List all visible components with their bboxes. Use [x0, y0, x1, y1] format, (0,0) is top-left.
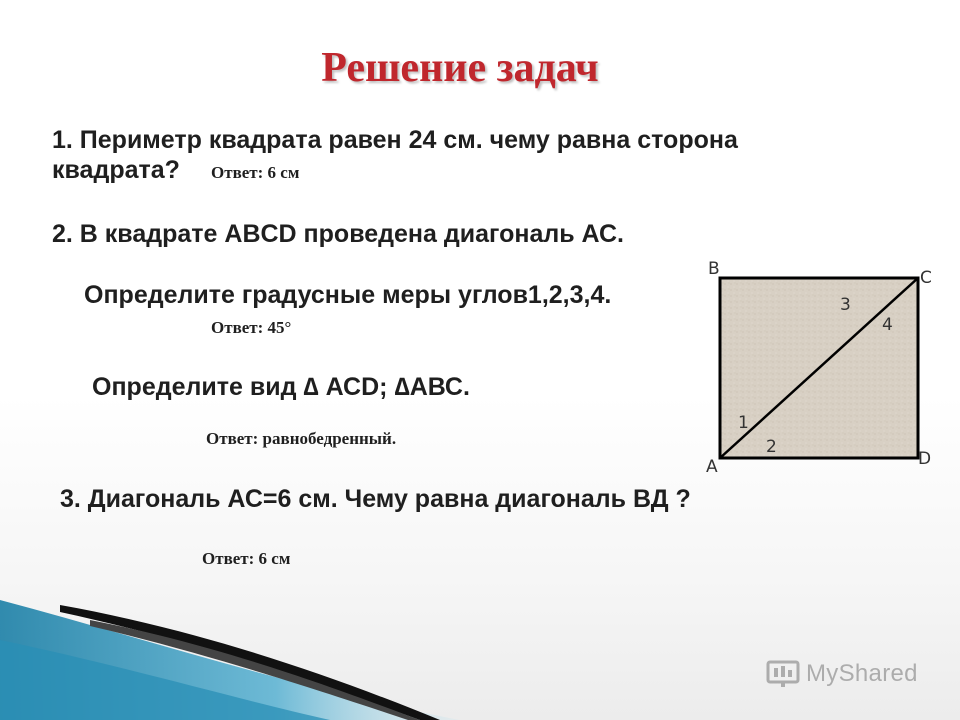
vertex-label-d: D: [918, 449, 932, 469]
angle-label-2: 2: [766, 437, 777, 457]
page-title: Решение задач: [321, 45, 599, 91]
problem-2-answer-angles: Ответ: 45°: [211, 318, 292, 337]
vertex-label-b: B: [708, 259, 720, 279]
problem-2-question-triangles: Определите вид ∆ АСD; ∆АВС.: [92, 373, 470, 401]
angle-label-4: 4: [882, 315, 893, 335]
problem-2-answer-triangles: Ответ: равнобедренный.: [206, 429, 397, 448]
problem-1-text-line2: квадрата?: [52, 156, 180, 184]
problem-1-answer: Ответ: 6 см: [211, 163, 300, 182]
problem-2-question-angles: Определите градусные меры углов1,2,3,4.: [84, 281, 612, 309]
problem-3-answer: Ответ: 6 см: [202, 549, 291, 568]
problem-1-text-line1: 1. Периметр квадрата равен 24 см. чему равна сторона: [52, 126, 738, 154]
vertex-label-c: C: [920, 268, 932, 288]
myshared-logo: [766, 654, 918, 694]
problem-3-statement: 3. Диагональ АС=6 см. Чему равна диагональ ВД ?: [60, 485, 691, 513]
presentation-screen-icon: [766, 659, 800, 689]
vertex-label-a: A: [706, 457, 718, 472]
angle-label-3: 3: [840, 295, 851, 315]
watermark-text: MyShared: [806, 660, 918, 687]
square-diagram: [700, 252, 950, 472]
problem-2-statement: 2. В квадрате ABCD проведена диагональ АС.: [52, 220, 624, 248]
angle-label-1: 1: [738, 413, 749, 433]
